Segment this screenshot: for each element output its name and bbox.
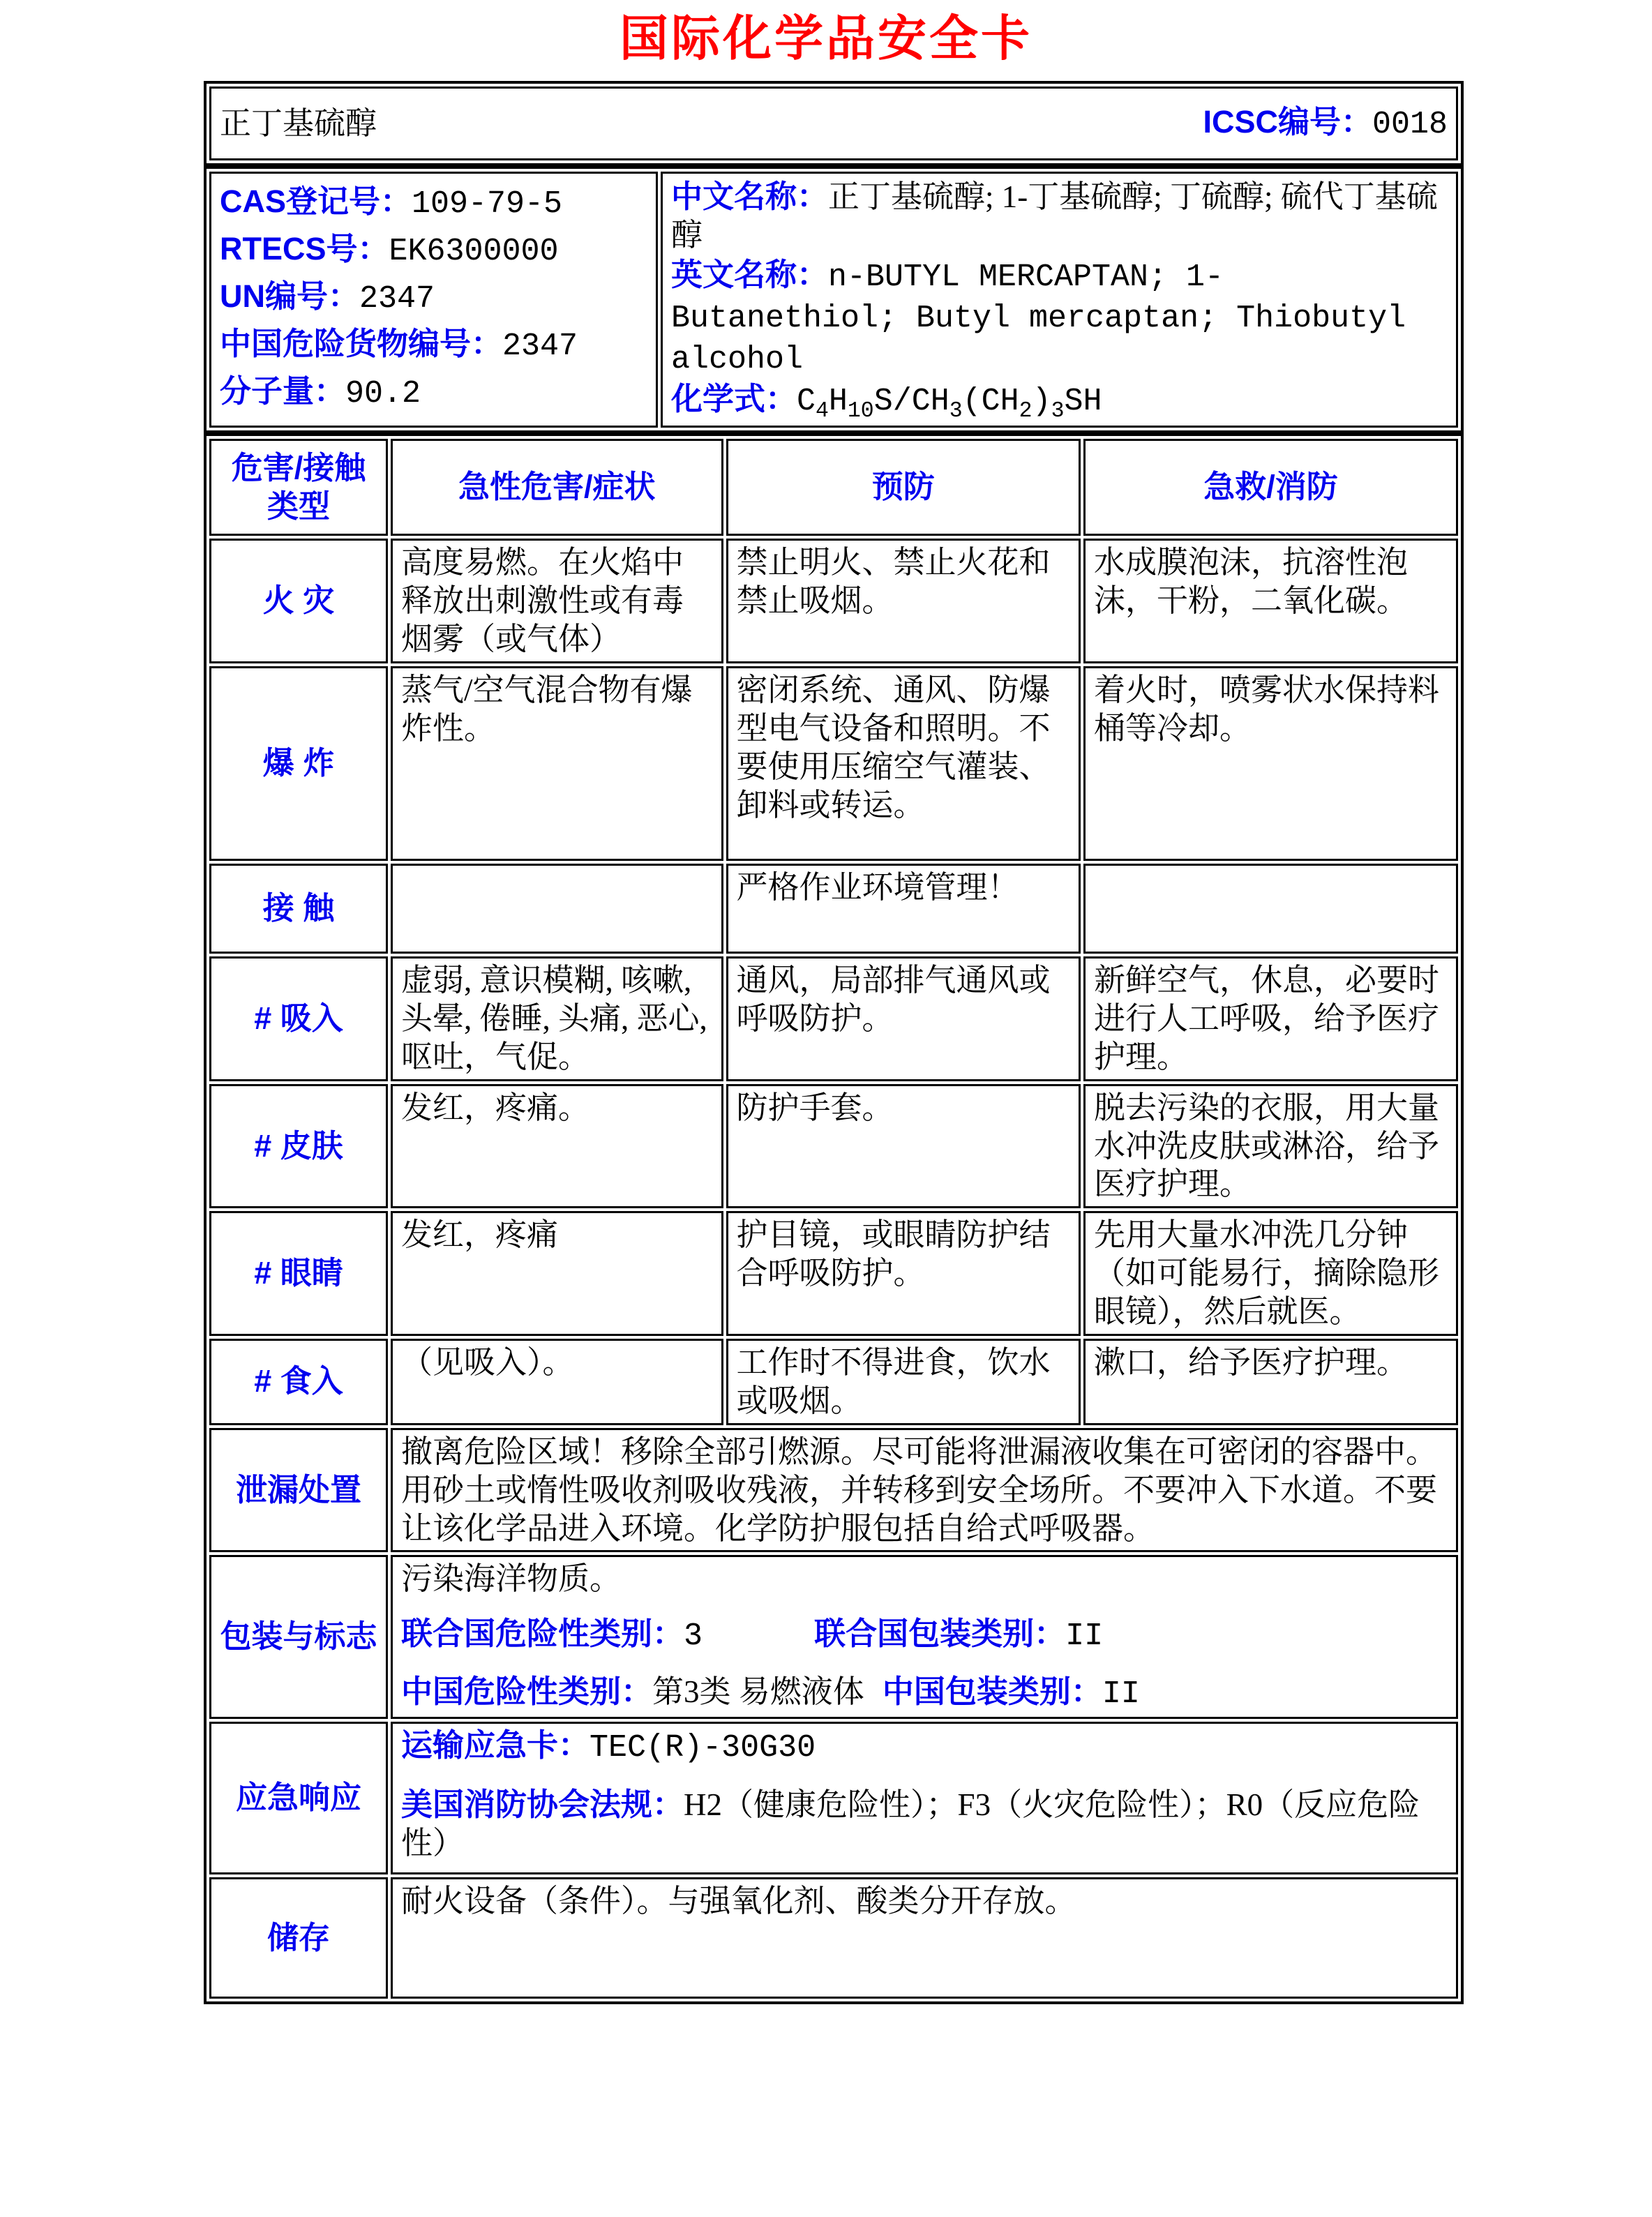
- spill-row: [209, 1428, 1458, 1553]
- storage-row: [209, 1877, 1458, 1999]
- contact-row: [209, 864, 1458, 954]
- identifiers-cell: [209, 172, 658, 428]
- nfpa-line: [401, 1786, 1448, 1863]
- skin-response: 脱去污染的衣服，用大量水冲洗皮肤或淋浴，给予医疗护理。: [1083, 1084, 1458, 1209]
- header-hazard-type: 危害/接触类型: [209, 439, 388, 536]
- spill-label: 泄漏处置: [209, 1428, 388, 1553]
- un-row: [220, 278, 647, 319]
- emergency-label: 应急响应: [209, 1722, 388, 1874]
- skin-symptoms: 发红，疼痛。: [391, 1084, 723, 1209]
- identifiers-table: [204, 166, 1464, 433]
- chemical-name: 正丁基硫醇: [220, 105, 377, 141]
- storage-text: 耐火设备（条件）。与强氧化剂、酸类分开存放。: [391, 1877, 1458, 1999]
- nfpa-label: 美国消防协会法规：: [401, 1787, 684, 1823]
- cn-pack-label: 中国包装类别：: [882, 1674, 1102, 1710]
- tec-line: [401, 1727, 1448, 1768]
- explosion-symptoms: 蒸气/空气混合物有爆炸性。: [391, 666, 723, 861]
- name-table: [204, 81, 1464, 166]
- china-dg-label: 中国危险货物编号：: [220, 325, 503, 361]
- icsc-number-label: ICSC编号：: [1203, 103, 1372, 140]
- molweight-row: [220, 373, 647, 414]
- inhalation-prevention: 通风，局部排气通风或呼吸防护。: [726, 956, 1081, 1081]
- un-label: UN编号：: [220, 278, 359, 314]
- header-symptoms: 急性危害/症状: [391, 439, 723, 536]
- un-pack-label: 联合国包装类别：: [814, 1616, 1066, 1652]
- ingestion-prevention: 工作时不得进食，饮水或吸烟。: [726, 1339, 1081, 1425]
- eyes-response: 先用大量水冲洗几分钟（如可能易行，摘除隐形眼镜），然后就医。: [1083, 1211, 1458, 1336]
- cn-class-label: 中国危险性类别：: [401, 1674, 653, 1710]
- molweight-value: 90.2: [345, 375, 421, 412]
- un-class-line: [401, 1615, 1448, 1656]
- explosion-response: 着火时，喷雾状水保持料桶等冷却。: [1083, 666, 1458, 861]
- page-title: 国际化学品安全卡: [620, 11, 1032, 66]
- un-class-label: 联合国危险性类别：: [401, 1616, 684, 1652]
- china-dg-row: [220, 325, 647, 366]
- cas-label: CAS登记号：: [220, 183, 412, 219]
- fire-response: 水成膜泡沫，抗溶性泡沫，干粉，二氧化碳。: [1083, 539, 1458, 663]
- skin-prevention: 防护手套。: [726, 1084, 1081, 1209]
- china-dg-value: 2347: [502, 328, 578, 364]
- english-name-row: [671, 256, 1448, 379]
- ingestion-symptoms: （见吸入）。: [391, 1339, 723, 1425]
- inhalation-label: # 吸入: [209, 956, 388, 1081]
- fire-label: 火 灾: [209, 539, 388, 663]
- rtecs-label: RTECS号：: [220, 230, 389, 266]
- header-prevention: 预防: [726, 439, 1081, 536]
- icsc-number-group: [1203, 103, 1448, 144]
- ingestion-response: 漱口，给予医疗护理。: [1083, 1339, 1458, 1425]
- packaging-cell: [391, 1555, 1458, 1719]
- contact-symptoms: [391, 864, 723, 954]
- chinese-name-row: [671, 178, 1448, 255]
- contact-prevention: 严格作业环境管理！: [726, 864, 1081, 954]
- explosion-label: 爆 炸: [209, 666, 388, 861]
- header-firstaid: 急救/消防: [1083, 439, 1458, 536]
- header-row: [209, 439, 1458, 536]
- inhalation-row: [209, 956, 1458, 1081]
- fire-row: [209, 539, 1458, 663]
- tec-value: TEC(R)-30G30: [590, 1730, 816, 1766]
- english-name-label: 英文名称：: [670, 256, 828, 292]
- inhalation-response: 新鲜空气，休息，必要时进行人工呼吸，给予医疗护理。: [1083, 956, 1458, 1081]
- un-class-value: 3: [684, 1618, 703, 1655]
- icsc-number-value: 0018: [1372, 106, 1448, 142]
- un-pack-value: II: [1065, 1618, 1104, 1655]
- inhalation-symptoms: 虚弱, 意识模糊, 咳嗽, 头晕, 倦睡, 头痛, 恶心, 呕吐，气促。: [391, 956, 723, 1081]
- storage-label: 储存: [209, 1877, 388, 1999]
- ingestion-label: # 食入: [209, 1339, 388, 1425]
- molweight-label: 分子量：: [220, 373, 346, 409]
- eyes-row: [209, 1211, 1458, 1336]
- emergency-cell: [391, 1722, 1458, 1874]
- cn-class-value: 第3类 易燃液体: [652, 1674, 864, 1710]
- cas-value: 109-79-5: [412, 186, 563, 222]
- eyes-label: # 眼睛: [209, 1211, 388, 1336]
- english-name-value: n-BUTYL MERCAPTAN; 1-Butanethiol; Butyl mercaptan; Thiobutyl alcohol: [670, 259, 1406, 377]
- hazards-table: [204, 433, 1464, 2004]
- chinese-name-label: 中文名称：: [670, 179, 828, 214]
- chemical-formula-value: $C_4H_{10}S/CH_3(CH_2)_3SH$: [796, 384, 1102, 424]
- ingestion-row: [209, 1339, 1458, 1425]
- formula-label: 化学式：: [670, 381, 797, 417]
- cn-class-line: [401, 1673, 1448, 1714]
- explosion-row: [209, 666, 1458, 861]
- eyes-prevention: 护目镜，或眼睛防护结合呼吸防护。: [726, 1211, 1081, 1336]
- un-value: 2347: [359, 280, 435, 317]
- tec-label: 运输应急卡：: [401, 1727, 590, 1764]
- skin-label: # 皮肤: [209, 1084, 388, 1209]
- fire-prevention: 禁止明火、禁止火花和禁止吸烟。: [726, 539, 1081, 663]
- names-cell: [661, 172, 1458, 428]
- fire-symptoms: 高度易燃。在火焰中释放出刺激性或有毒烟雾（或气体）: [391, 539, 723, 663]
- marine-pollutant-note: 污染海洋物质。: [401, 1561, 622, 1597]
- contact-response: [1083, 864, 1458, 954]
- spill-text: 撤离危险区域！移除全部引燃源。尽可能将泄漏液收集在可密闭的容器中。用砂土或惰性吸收剂吸收残液，并转移到安全场所。不要冲入下水道。不要让该化学品进入环境。化学防护服包括自给式呼吸器。: [391, 1428, 1458, 1553]
- rtecs-row: [220, 230, 647, 271]
- cn-pack-value: II: [1102, 1676, 1140, 1713]
- icsc-card: [204, 81, 1464, 2004]
- cas-row: [220, 183, 647, 224]
- explosion-prevention: 密闭系统、通风、防爆型电气设备和照明。不要使用压缩空气灌装、卸料或转运。: [726, 666, 1081, 861]
- emergency-row: [209, 1722, 1458, 1874]
- packaging-label: 包装与标志: [209, 1555, 388, 1719]
- packaging-row: [209, 1555, 1458, 1719]
- nfpa-value: H2（健康危险性）；F3（火灾危险性）；R0（反应危险性）: [401, 1787, 1420, 1861]
- contact-label: 接 触: [209, 864, 388, 954]
- chinese-name-value: 正丁基硫醇; 1-丁基硫醇; 丁硫醇; 硫代丁基硫醇: [670, 179, 1438, 253]
- skin-row: [209, 1084, 1458, 1209]
- formula-row: [670, 380, 1448, 424]
- rtecs-value: EK6300000: [389, 233, 559, 269]
- eyes-symptoms: 发红，疼痛: [391, 1211, 723, 1336]
